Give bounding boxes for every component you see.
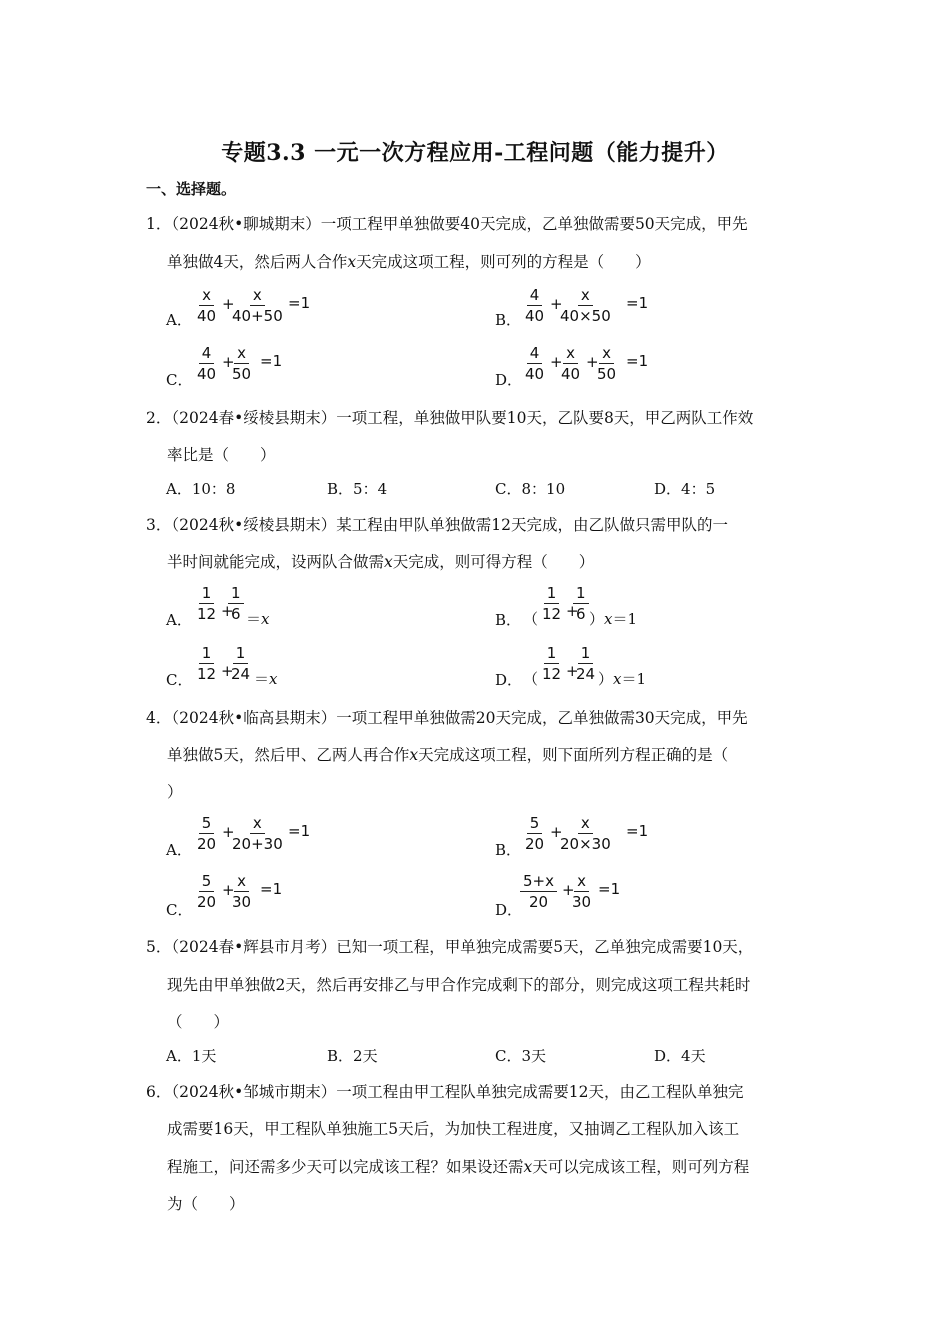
q3-c-plus: + bbox=[221, 662, 234, 680]
question-4-text-1: （2024秋•临高县期末）一项工程甲单独做需20天完成，乙单独做需30天完成，甲先 bbox=[171, 709, 748, 727]
q1-option-b-label: B． bbox=[495, 311, 522, 329]
question-2-line-2: 率比是（ ） bbox=[167, 446, 276, 464]
question-4-text-2b: 天完成这项工程，则下面所列方程正确的是（ bbox=[418, 746, 729, 764]
q4-d-fraction-1: $\frac{5+x}{20}$ bbox=[520, 872, 557, 911]
q1-b-tail: =1 bbox=[626, 294, 649, 312]
q5-option-b[interactable]: B．2天 bbox=[327, 1047, 378, 1065]
question-6-line-4: 为（ ） bbox=[167, 1195, 245, 1213]
q3-d-left-paren: （ bbox=[523, 670, 539, 688]
question-6-line-2: 成需要16天，甲工程队单独施工5天后，为加快工程进度，又抽调乙工程队加入该工 bbox=[167, 1120, 740, 1138]
q4-c-fraction-1: $\frac{5}{20}$ bbox=[197, 872, 217, 911]
q3-b-fraction-2: $\frac{1}{6}$ bbox=[573, 584, 589, 623]
q1-a-tail: =1 bbox=[288, 294, 311, 312]
q2-option-a[interactable]: A．10：8 bbox=[166, 480, 236, 498]
q4-b-plus: + bbox=[550, 823, 563, 841]
q3-a-fraction-2: $\frac{1}{6}$ bbox=[228, 584, 244, 623]
q2-option-d[interactable]: D．4：5 bbox=[654, 480, 716, 498]
q1-d-plus-1: + bbox=[550, 353, 563, 371]
question-6-number: 6． bbox=[146, 1083, 172, 1101]
q4-c-plus: + bbox=[222, 881, 235, 899]
q4-option-c-label: C． bbox=[166, 901, 193, 919]
question-4-line-1 bbox=[146, 706, 748, 728]
q4-option-a-label: A． bbox=[166, 841, 192, 859]
q1-b-fraction-1: $\frac{4}{40}$ bbox=[525, 286, 545, 325]
question-4-text-2a: 单独做5天，然后甲、乙两人再合作 bbox=[167, 746, 410, 764]
question-6-text-3b: 天可以完成该工程，则可列方程 bbox=[532, 1158, 750, 1176]
question-5-number: 5． bbox=[146, 938, 172, 956]
question-1-variable: x bbox=[347, 253, 357, 271]
question-4-line-3: ） bbox=[167, 783, 183, 801]
question-4-variable: x bbox=[409, 746, 419, 764]
question-3-variable: x bbox=[384, 553, 393, 571]
q4-option-d-label: D． bbox=[495, 901, 523, 919]
q1-a-fraction-1: $\frac{x}{40}$ bbox=[197, 286, 217, 325]
question-6-line-3 bbox=[167, 1155, 749, 1177]
question-1-number: 1． bbox=[146, 215, 172, 233]
q4-d-plus: + bbox=[562, 881, 575, 899]
q1-a-plus: + bbox=[222, 295, 235, 313]
q1-b-plus: + bbox=[550, 295, 563, 313]
question-1-line-2 bbox=[167, 250, 651, 272]
q3-option-c-label: C． bbox=[166, 671, 193, 689]
question-4-line-2 bbox=[167, 743, 728, 765]
q3-a-plus: + bbox=[221, 602, 234, 620]
question-6-text-1: （2024秋•邹城市期末）一项工程由甲工程队单独完成需要12天，由乙工程队单独完 bbox=[171, 1083, 744, 1101]
q1-d-fraction-2: $\frac{x}{40}$ bbox=[561, 344, 581, 383]
q5-option-d[interactable]: D．4天 bbox=[654, 1047, 706, 1065]
q5-option-a[interactable]: A．1天 bbox=[166, 1047, 217, 1065]
q3-d-tail: ）x＝1 bbox=[598, 670, 647, 688]
q4-b-fraction-2: $\frac{x}{20\times 30}$ bbox=[560, 814, 611, 853]
q4-d-tail: =1 bbox=[598, 880, 621, 898]
page-title: 专题3.3 一元一次方程应用-工程问题（能力提升） bbox=[221, 140, 729, 166]
question-5-line-1 bbox=[146, 935, 753, 957]
question-3-line-2 bbox=[167, 550, 594, 572]
q4-a-tail: =1 bbox=[288, 822, 311, 840]
q1-option-a-label: A． bbox=[166, 311, 192, 329]
q2-option-c[interactable]: C．8：10 bbox=[495, 480, 566, 498]
q3-b-fraction-1: $\frac{1}{12}$ bbox=[542, 584, 562, 623]
q1-d-fraction-3: $\frac{x}{50}$ bbox=[597, 344, 617, 383]
q3-d-fraction-1: $\frac{1}{12}$ bbox=[542, 644, 562, 683]
q3-b-tail: ）x＝1 bbox=[589, 610, 638, 628]
q1-c-plus: + bbox=[222, 353, 235, 371]
q3-option-b-label: B． bbox=[495, 611, 522, 629]
q1-c-fraction-1: $\frac{4}{40}$ bbox=[197, 344, 217, 383]
question-6-line-1 bbox=[146, 1080, 743, 1102]
q1-d-tail: =1 bbox=[626, 352, 649, 370]
q4-c-fraction-2: $\frac{x}{30}$ bbox=[232, 872, 252, 911]
question-1-text-2b: 天完成这项工程，则可列的方程是（ ） bbox=[356, 253, 651, 271]
q1-d-plus-2: + bbox=[586, 353, 599, 371]
q3-c-fraction-1: $\frac{1}{12}$ bbox=[197, 644, 217, 683]
q4-a-plus: + bbox=[222, 823, 235, 841]
question-3-text-1: （2024秋•绥棱县期末）某工程由甲队单独做需12天完成，由乙队做只需甲队的一 bbox=[171, 516, 728, 534]
question-1-text-1: （2024秋•聊城期末）一项工程甲单独做要40天完成，乙单独做需要50天完成，甲先 bbox=[171, 215, 748, 233]
q4-c-tail: =1 bbox=[260, 880, 283, 898]
q1-a-fraction-2: $\frac{x}{40+50}$ bbox=[232, 286, 283, 325]
q3-d-plus: + bbox=[566, 662, 579, 680]
q4-d-fraction-2: $\frac{x}{30}$ bbox=[572, 872, 592, 911]
question-5-text-1: （2024春•辉县市月考）已知一项工程，甲单独完成需要5天，乙单独完成需要10天， bbox=[171, 938, 754, 956]
q4-a-fraction-1: $\frac{5}{20}$ bbox=[197, 814, 217, 853]
question-6-text-3a: 程施工，问还需多少天可以完成该工程？如果设还需 bbox=[167, 1158, 524, 1176]
question-6-variable: x bbox=[523, 1158, 533, 1176]
question-3-text-2a: 半时间就能完成，设两队合做需 bbox=[167, 553, 385, 571]
section-heading: 一、选择题。 bbox=[146, 180, 237, 198]
question-2-text-1: （2024春•绥棱县期末）一项工程，单独做甲队要10天，乙队要8天，甲乙两队工作效 bbox=[171, 409, 754, 427]
q3-option-a-label: A． bbox=[166, 611, 192, 629]
question-1-text-2a: 单独做4天，然后两人合作 bbox=[167, 253, 348, 271]
question-2-line-1 bbox=[146, 406, 753, 428]
question-5-line-3: （ ） bbox=[167, 1013, 230, 1031]
q1-option-d-label: D． bbox=[495, 371, 523, 389]
q3-c-fraction-2: $\frac{1}{24}$ bbox=[231, 644, 251, 683]
question-3-line-1 bbox=[146, 513, 728, 535]
q3-b-plus: + bbox=[566, 602, 579, 620]
q1-c-fraction-2: $\frac{x}{50}$ bbox=[232, 344, 252, 383]
q3-b-left-paren: （ bbox=[523, 610, 539, 628]
q3-option-d-label: D． bbox=[495, 671, 523, 689]
q1-b-fraction-2: $\frac{x}{40\times 50}$ bbox=[560, 286, 611, 325]
question-3-number: 3． bbox=[146, 516, 172, 534]
q4-b-fraction-1: $\frac{5}{20}$ bbox=[525, 814, 545, 853]
q1-option-c-label: C． bbox=[166, 371, 193, 389]
q5-option-c[interactable]: C．3天 bbox=[495, 1047, 547, 1065]
q3-a-fraction-1: $\frac{1}{12}$ bbox=[197, 584, 217, 623]
q4-b-tail: =1 bbox=[626, 822, 649, 840]
question-1-line-1 bbox=[146, 212, 748, 234]
q4-a-fraction-2: $\frac{x}{20+30}$ bbox=[232, 814, 283, 853]
q3-d-fraction-2: $\frac{1}{24}$ bbox=[576, 644, 596, 683]
question-2-number: 2． bbox=[146, 409, 172, 427]
q4-option-b-label: B． bbox=[495, 841, 522, 859]
q1-c-tail: =1 bbox=[260, 352, 283, 370]
question-4-number: 4． bbox=[146, 709, 172, 727]
q3-c-tail: ＝x bbox=[254, 670, 278, 688]
q1-d-fraction-1: $\frac{4}{40}$ bbox=[525, 344, 545, 383]
question-3-text-2b: 天完成，则可得方程（ ） bbox=[392, 553, 595, 571]
q2-option-b[interactable]: B．5：4 bbox=[327, 480, 388, 498]
q3-a-tail: ＝x bbox=[246, 610, 270, 628]
question-5-line-2: 现先由甲单独做2天，然后再安排乙与甲合作完成剩下的部分，则完成这项工程共耗时 bbox=[167, 976, 751, 994]
